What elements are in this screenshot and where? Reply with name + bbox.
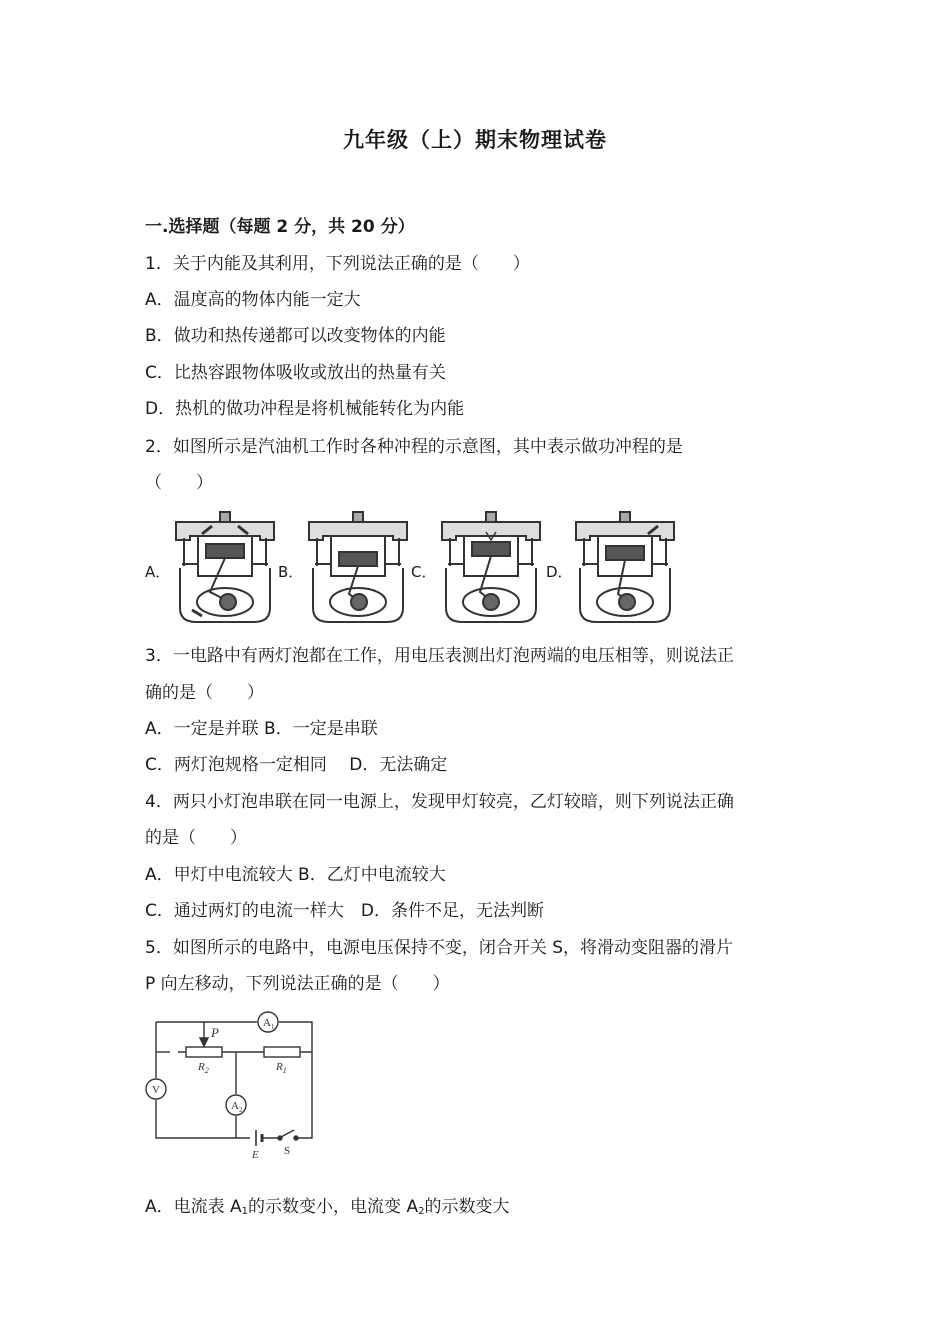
q4-stem-line1: 4．两只小灯泡串联在同一电源上，发现甲灯较亮，乙灯较暗，则下列说法正确	[145, 792, 734, 812]
engine-label-c: C．	[411, 563, 437, 581]
a1-meter-label: $A_1$	[263, 1017, 275, 1031]
q4-stem-line2: 的是（ ）	[145, 828, 247, 848]
engine-diagram-d	[572, 508, 678, 626]
r2-label: $R_2$	[198, 1061, 209, 1075]
page-title: 九年级（上）期末物理试卷	[343, 128, 607, 152]
q4-options-ab: A．甲灯中电流较大 B．乙灯中电流较大	[145, 865, 446, 885]
voltmeter-label: V	[152, 1084, 160, 1096]
circuit-diagram	[140, 1010, 330, 1162]
r1-label: $R_1$	[276, 1061, 287, 1075]
engine-label-a: A．	[145, 563, 171, 581]
q1-option-b: B．做功和热传递都可以改变物体的内能	[145, 326, 446, 346]
q1-option-d: D．热机的做功冲程是将机械能转化为内能	[145, 399, 465, 419]
a2-meter-label: $A_2$	[231, 1100, 243, 1114]
q1-option-a: A．温度高的物体内能一定大	[145, 290, 361, 310]
q2-stem-line1: 2．如图所示是汽油机工作时各种冲程的示意图，其中表示做功冲程的是	[145, 437, 683, 457]
engine-diagram-b	[305, 508, 411, 626]
q3-options-ab: A．一定是并联 B．一定是串联	[145, 719, 378, 739]
section-heading: 一.选择题（每题 2 分，共 20 分）	[145, 217, 415, 237]
q1-stem: 1．关于内能及其利用，下列说法正确的是（ ）	[145, 254, 530, 274]
q3-options-cd: C．两灯泡规格一定相同 D．无法确定	[145, 755, 448, 775]
engine-diagram-a	[172, 508, 278, 626]
q5-stem-line1: 5．如图所示的电路中，电源电压保持不变，闭合开关 S，将滑动变阻器的滑片	[145, 938, 734, 958]
q4-options-cd: C．通过两灯的电流一样大 D．条件不足，无法判断	[145, 901, 544, 921]
q3-stem-line2: 确的是（ ）	[145, 683, 264, 703]
q1-option-c: C．比热容跟物体吸收或放出的热量有关	[145, 363, 446, 383]
engine-label-d: D．	[546, 563, 573, 581]
engine-diagram-c	[438, 508, 544, 626]
switch-label: S	[284, 1145, 291, 1157]
q3-stem-line1: 3．一电路中有两灯泡都在工作，用电压表测出灯泡两端的电压相等，则说法正	[145, 646, 734, 666]
q5-option-a: A．电流表 $A_1$的示数变小，电流变 $A_2$的示数变大	[145, 1197, 510, 1217]
q2-stem-line2: （ ）	[145, 473, 213, 493]
battery-label: E	[252, 1149, 259, 1161]
slider-label: P	[211, 1025, 219, 1040]
q5-stem-line2: P 向左移动，下列说法正确的是（ ）	[145, 974, 450, 994]
engine-label-b: B．	[278, 563, 304, 581]
